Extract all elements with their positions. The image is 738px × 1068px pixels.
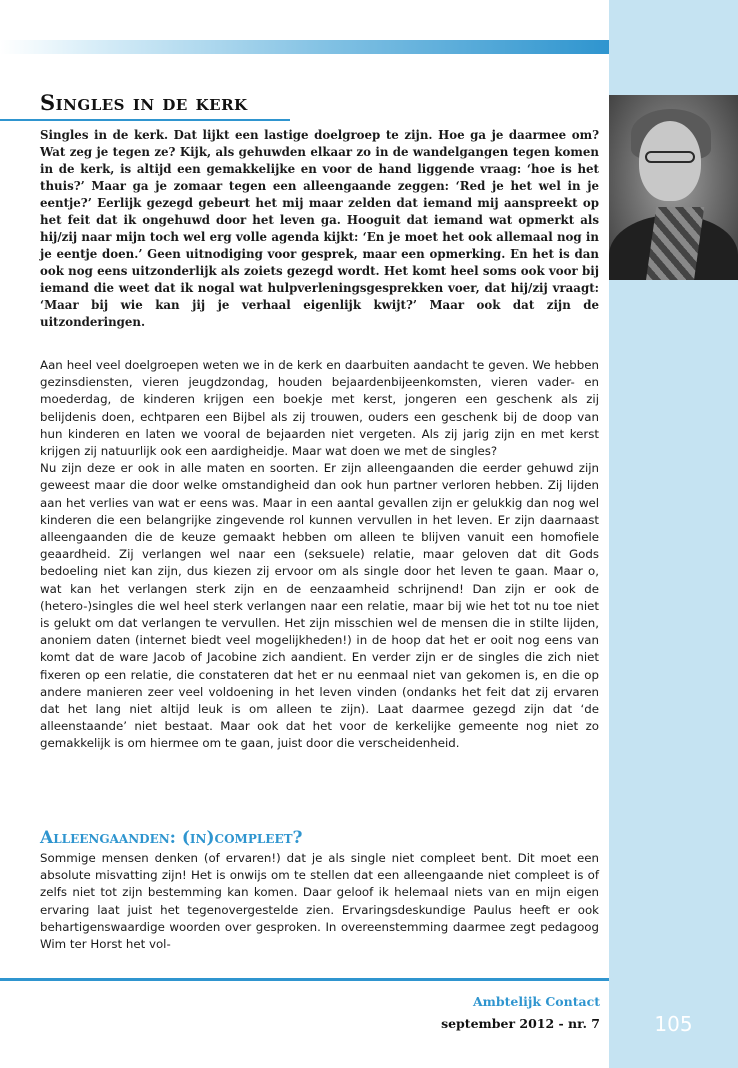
footer-publication: Ambtelijk Contact bbox=[472, 994, 600, 1009]
article-body bbox=[40, 357, 599, 753]
body-paragraph-3: Sommige mensen denken (of ervaren!) dat je als single niet compleet bent. Dit moet een absolute misvatting zijn! Het is onwijs om te stellen dat een alleengaande niet compleet is of zelfs niet tot zijn bestemming kan komen. Daar geloof ik helemaal niets van en mijn eigen ervaring laat juist het tegenovergestelde zien. Ervaringsdeskundige Paulus heeft er ook behartigenswaardige woorden over gesproken. In overeenstemming daarmee zegt pedagoog Wim ter Horst het vol- bbox=[40, 851, 599, 952]
body-paragraph-2: Nu zijn deze er ook in alle maten en soorten. Er zijn alleengaanden die eerder gehuwd zijn geweest maar die door welke omstandigheid dan ook hun partner verloren hebben. Zij lijden aan het verlies van wat er eens was. Maar in een aantal gevallen zijn er gelukkig dan nog wel kinderen die een belangrijke zingevende rol kunnen vervullen in het leven. Er zijn daarnaast alleengaanden die de keuze gemaakt hebben om alleen te blijven vanuit een homofiele geaardheid. Zij verlangen wel naar een (seksuele) relatie, maar geloven dat dit Gods bedoeling niet kan zijn, dus kiezen zij ervoor om als single door het leven te gaan. Maar o, wat kan het verlangen sterk zijn en de eenzaamheid schrijnend! Dan zijn er ook de (hetero-)singles die wel heel sterk verlangen naar een relatie, maar bij wie het tot nu toe niet is gelukt om dat verlangen te vervullen. Het zijn misschien wel de mensen die in stilte lijden, anoniem daten (internet biedt veel mogelijkheden!) in de hoop dat het er ooit nog eens van komt dat de ware Jacob of Jacobine zich aandient. En verder zijn er de singles die zich niet fixeren op een relatie, die constateren dat het er nu eenmaal niet van gekomen is, en die op andere manieren zeer veel voldoening in het leven vinden (ondanks het feit dat zij ervaren dat het lang niet altijd leuk is om alleen te zijn). Laat daarmee gezegd zijn dat ‘de alleenstaande’ niet bestaat. Maar ook dat het voor de kerkelijke gemeente nog niet zo gemakkelijk is om hiermee om te gaan, juist door die verscheidenheid. bbox=[40, 461, 599, 751]
article-lead: Singles in de kerk. Dat lijkt een lastige doelgroep te zijn. Hoe ga je daarmee om? Wat zeg je tegen ze? Kijk, als gehuwden elkaar zo in de wandelgangen tegen komen in de kerk, is altijd een gemakkelijke en voor de hand liggende vraag: ‘hoe is het thuis?’ Maar ga je zomaar tegen een alleengaande zeggen: ‘Red je het wel in je eentje?’ Eerlijk gezegd gebeurt het mij maar zelden dat iemand mij aanspreekt op het feit dat ik ongehuwd door het leven ga. Hooguit dat iemand wat opmerkt als hij/zij naar mijn toch wel erg volle agenda kijkt: ‘En je moet het ook allemaal nog in je eentje doen.’ Geen uitnodiging voor gesprek, maar een opmerking. En het is dan ook nog eens uitzonderlijk als zoiets gezegd wordt. Het komt heel soms ook voor bij iemand die weet dat ik nogal wat hulpverleningsgesprekken voer, dat hij/zij vraagt: ‘Maar bij wie kan jij je verhaal eigenlijk kwijt?’ Maar ook dat zijn de uitzonderingen. bbox=[40, 128, 599, 329]
footer-rule bbox=[0, 978, 609, 981]
title-underline bbox=[0, 119, 290, 121]
top-gradient-bar bbox=[0, 40, 609, 54]
article-title: Singles in de kerk bbox=[40, 90, 248, 115]
body-paragraph-1: Aan heel veel doelgroepen weten we in de kerk en daarbuiten aandacht te geven. We hebben gezinsdiensten, vieren jeugdzondag, houden bejaardenbijeenkomsten, vieren vader- en moederdag, de kinderen krijgen een boekje met kerst, jongeren een geschenk als zij belijdenis doen, echtparen een Bijbel als zij trouwen, ouders een geschenk bij de doop van hun kinderen en laten we vooral de bejaarden niet vergeten. Als zij jarig zijn en met kerst krijgen zij natuurlijk ook een aardigheidje. Maar wat doen we met de singles? bbox=[40, 358, 599, 459]
section-body bbox=[40, 850, 599, 953]
photo-glasses bbox=[645, 151, 695, 163]
photo-scarf bbox=[646, 207, 705, 280]
section-heading: Alleengaanden: (in)compleet? bbox=[40, 828, 303, 848]
author-photo bbox=[609, 95, 738, 280]
footer-issue: september 2012 - nr. 7 bbox=[441, 1016, 600, 1031]
page-number: 105 bbox=[654, 1012, 693, 1036]
